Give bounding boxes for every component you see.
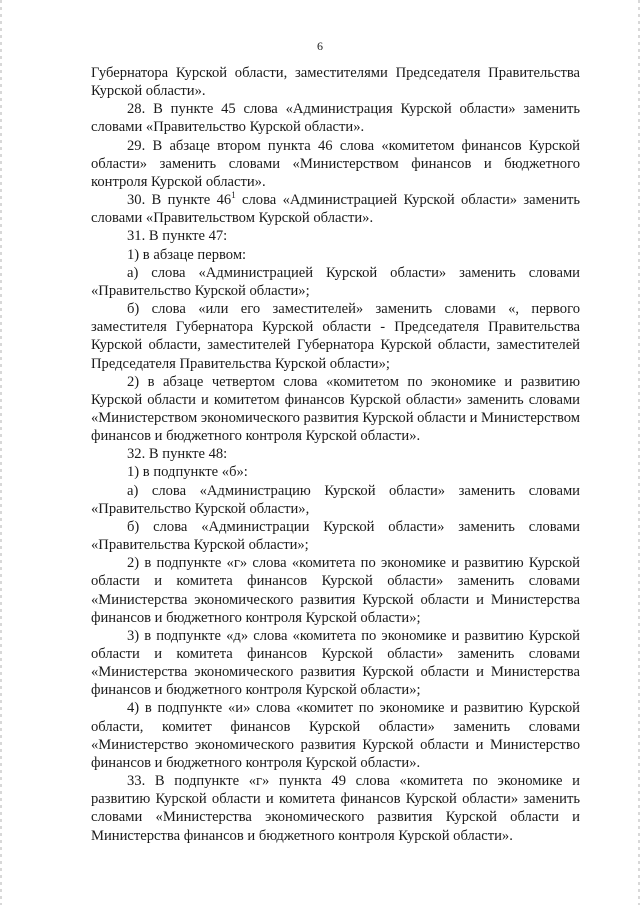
paragraph: 29. В абзаце втором пункта 46 слова «комитетом финансов Курской области» заменить словами «Министерством финансов и бюджетного контроля Курской области».	[91, 137, 580, 190]
paragraph: а) слова «Администрацию Курской области» заменить словами «Правительство Курской области»,	[91, 482, 580, 517]
paragraph: б) слова «или его заместителей» заменить словами «, первого заместителя Губернатора Курской области - Председателя Правительства Курской области, заместителей Губернатора Курской области, заместителей Председателя Правительства Курской области»;	[91, 301, 580, 372]
page-number: 6	[317, 39, 323, 53]
paragraph: 33. В подпункте «г» пункта 49 слова «комитета по экономике и развитию Курской области и комитета финансов Курской области» заменить словами «Министерства экономического развития Курской области и Министерства финансов и бюджетного контроля Курской области».	[91, 773, 580, 844]
document-body	[91, 64, 580, 845]
paragraph: а) слова «Администрацией Курской области» заменить словами «Правительство Курской области»;	[91, 264, 580, 299]
paragraph: 4) в подпункте «и» слова «комитет по экономике и развитию Курской области, комитет финансов Курской области» заменить словами «Министерство экономического развития Курской области и Министерство финансов и бюджетного контроля Курской области».	[91, 700, 580, 771]
paragraph: 3) в подпункте «д» слова «комитета по экономике и развитию Курской области и комитета финансов Курской области» заменить словами «Министерства экономического развития Курской области и Министерства финансов и бюджетного контроля Курской области»;	[91, 627, 580, 699]
paragraph-text-end: слова «Администрацией Курской области» заменить словами «Правительством Курской области».	[91, 192, 581, 227]
paragraph	[91, 191, 580, 227]
paragraph: 2) в подпункте «г» слова «комитета по экономике и развитию Курской области и комитета финансов Курской области» заменить словами «Министерства экономического развития Курской области и Министерства финансов и бюджетного контроля Курской области»;	[91, 555, 580, 626]
scan-edge-left	[0, 0, 2, 905]
paragraph: 2) в абзаце четвертом слова «комитетом по экономике и развитию Курской области и комитетом финансов Курской области» заменить словами «Министерством экономического развития Курской области и Министерством финансов и бюджетного контроля Курской области».	[91, 373, 580, 445]
paragraph: 32. В пункте 48:	[127, 446, 228, 463]
paragraph: 28. В пункте 45 слова «Администрация Курской области» заменить словами «Правительство Курской области».	[91, 101, 580, 136]
paragraph: 31. В пункте 47:	[127, 228, 228, 245]
paragraph-text-start: 30. В пункте 46	[127, 192, 232, 209]
paragraph: б) слова «Администрации Курской области» заменить словами «Правительства Курской области»;	[91, 518, 580, 554]
paragraph: 1) в подпункте «б»:	[127, 464, 248, 481]
paragraph: 1) в абзаце первом:	[127, 246, 247, 263]
paragraph: Губернатора Курской области, заместителями Председателя Правительства Курской области».	[91, 65, 580, 100]
superscript-number: 1	[231, 190, 236, 201]
